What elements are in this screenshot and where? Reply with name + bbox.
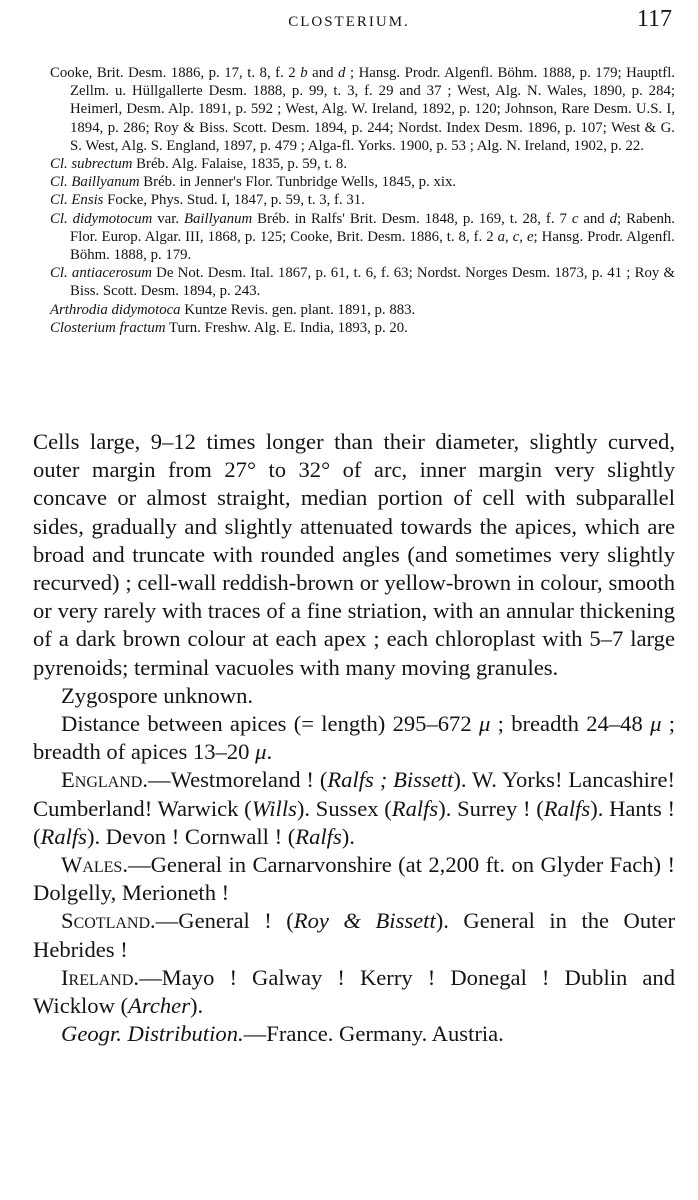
synonymy-entry: [50, 173, 675, 191]
text-run: —France. Germany. Austria.: [243, 1021, 504, 1047]
italic-text: Cl. Ensis: [50, 192, 104, 209]
description-paragraph: [33, 682, 675, 710]
italic-text: Roy & Bissett: [293, 908, 436, 934]
text-run: —General ! (: [155, 908, 294, 934]
italic-text: Ralfs ; Bissett: [327, 767, 454, 793]
italic-text: Archer: [128, 993, 190, 1019]
text-run: De Not. Desm. Ital. 1867, p. 61, t. 6, f. 63; Nordst. Norges Desm. 1873, p. 41 ; Roy & Biss. Scott. Desm. 1894, p. 243.: [70, 265, 675, 300]
text-run: ). Hants ! (: [33, 795, 675, 849]
italic-text: d: [338, 65, 346, 81]
text-run: and: [578, 210, 610, 227]
text-run: ; Hansg. Prodr. Algenfl. Böhm. 1888, p. 179; Hauptfl. Zellm. u. Hüllgallerte Desm. 1888, p. 99, t. 3, f. 29 and 37 ; West, Alg. N. Wales, 1890, p. 284; Heimerl, Desm. Alp. 1891, p. 592 ; West, Alg. W. Ireland, 1892, p. 120; Johnson, Rare Desm. U.S. I, 1894, p. 286; Roy & Biss. Scott. Desm. 1894, p. 244; Nordst. Index Desm. 1896, p. 107; West & G. S. West, Alg. S. England, 1897, p. 479 ; Alga-fl. Yorks. 1900, p. 53 ; Alg. N. Ireland, 1902, p. 22.: [70, 65, 676, 154]
italic-text: a, c, e: [497, 228, 534, 245]
text-run: Distance between apices (= length) 295–672: [61, 711, 479, 737]
synonymy-entry: [50, 64, 675, 155]
running-title: CLOSTERIUM.: [288, 14, 410, 30]
text-run: ). Devon ! Cornwall ! (: [86, 823, 296, 849]
italic-text: Geogr. Distribution.: [61, 1021, 244, 1047]
text-run: .: [266, 739, 273, 765]
italic-text: Cl. subrectum: [50, 156, 133, 173]
italic-text: d: [609, 210, 618, 227]
text-run: var.: [152, 210, 184, 227]
text-run: ). Sussex (: [296, 795, 392, 821]
description-paragraph: [33, 1020, 675, 1048]
italic-text: Ralfs: [391, 795, 439, 821]
italic-text: μ: [650, 711, 662, 737]
synonymy-entry: [50, 319, 675, 337]
running-head: [0, 4, 698, 38]
region-heading: Scotland.: [61, 908, 156, 934]
italic-text: Wills: [251, 795, 297, 821]
text-run: —Mayo ! Galway ! Kerry ! Donegal ! Dublin and Wicklow (: [33, 964, 675, 1019]
description-paragraph: [33, 964, 675, 1020]
text-run: Bréb. in Ralfs' Brit. Desm. 1848, p. 169, t. 28, f. 7: [252, 210, 572, 227]
synonymy-entry: [50, 264, 675, 300]
page-number: 117: [636, 6, 672, 32]
italic-text: μ: [255, 739, 267, 765]
description-paragraph: [33, 428, 675, 682]
synonymy-entry: [50, 301, 675, 319]
text-run: —Westmoreland ! (: [148, 767, 328, 793]
italic-text: Ralfs: [543, 795, 591, 821]
text-run: ; Rabenh. Flor. Europ. Algar. III, 1868, p. 125; Cooke, Brit. Desm. 1886, t. 8, f. 2: [70, 210, 675, 245]
description-paragraph: [33, 851, 675, 907]
text-run: Bréb. in Jenner's Flor. Tunbridge Wells, 1845, p. xix.: [139, 174, 457, 191]
text-run: and: [307, 65, 339, 81]
italic-text: Ralfs: [295, 823, 342, 849]
italic-text: Cl. didymotocum: [50, 210, 153, 227]
italic-text: b: [300, 65, 308, 81]
synonymy-entry: [50, 155, 675, 173]
italic-text: Closterium fractum: [50, 319, 166, 336]
region-heading: England.: [61, 767, 148, 793]
text-run: ; breadth of apices 13–20: [33, 711, 675, 765]
text-run: ; Hansg. Prodr. Algenfl. Böhm. 1888, p. 179.: [70, 228, 675, 264]
text-run: ). General in the Outer Hebrides !: [33, 908, 676, 962]
italic-text: Cl. antiacerosum: [50, 265, 152, 282]
italic-text: Ralfs: [40, 823, 87, 849]
text-run: Cooke, Brit. Desm. 1886, p. 17, t. 8, f. 2: [50, 65, 301, 81]
synonymy-entry: [50, 210, 675, 265]
italic-text: Baillyanum: [184, 210, 253, 227]
text-run: Cells large, 9–12 times longer than their diameter, slightly curved, outer margin from 27° to 32° of arc, inner margin very slightly concave or almost straight, median portion of cell with subparallel sides, gradually and slightly attenuated towards the apices, which are broad and truncate with rounded angles (and sometimes very slightly recurved) ; cell-wall reddish-brown or yellow-brown in colour, smooth or very rarely with traces of a fine striation, with an annular thickening of a dark brown colour at each apex ; each chloroplast with 5–7 large pyrenoids; terminal vacuoles with many moving granules.: [33, 429, 675, 680]
text-run: ; breadth 24–48: [490, 711, 651, 737]
description-paragraph: [33, 710, 675, 766]
species-description: [33, 428, 675, 1048]
text-run: Bréb. Alg. Falaise, 1835, p. 59, t. 8.: [132, 156, 348, 173]
text-run: ). W. Yorks! Lancashire! Cumberland! Warwick (: [33, 767, 676, 821]
description-paragraph: [33, 766, 675, 851]
synonymy-list: [50, 64, 675, 337]
text-run: Zygospore unknown.: [61, 682, 254, 708]
region-heading: Ireland.: [61, 964, 140, 990]
text-run: ).: [341, 823, 355, 849]
text-run: Turn. Freshw. Alg. E. India, 1893, p. 20.: [165, 319, 408, 336]
synonymy-entry: [50, 191, 675, 209]
text-run: ). Surrey ! (: [438, 795, 544, 821]
text-run: Focke, Phys. Stud. I, 1847, p. 59, t. 3, f. 31.: [103, 192, 365, 209]
text-run: Kuntze Revis. gen. plant. 1891, p. 883.: [180, 301, 416, 318]
italic-text: c: [571, 210, 579, 227]
italic-text: Cl. Baillyanum: [50, 174, 140, 191]
italic-text: Arthrodia didymotoca: [50, 301, 181, 318]
text-run: ).: [190, 993, 204, 1019]
italic-text: μ: [478, 711, 491, 737]
text-run: —General in Carnarvonshire (at 2,200 ft. on Glyder Fach) ! Dolgelly, Merioneth !: [33, 852, 675, 906]
region-heading: Wales.: [61, 852, 128, 878]
description-paragraph: [33, 907, 675, 963]
